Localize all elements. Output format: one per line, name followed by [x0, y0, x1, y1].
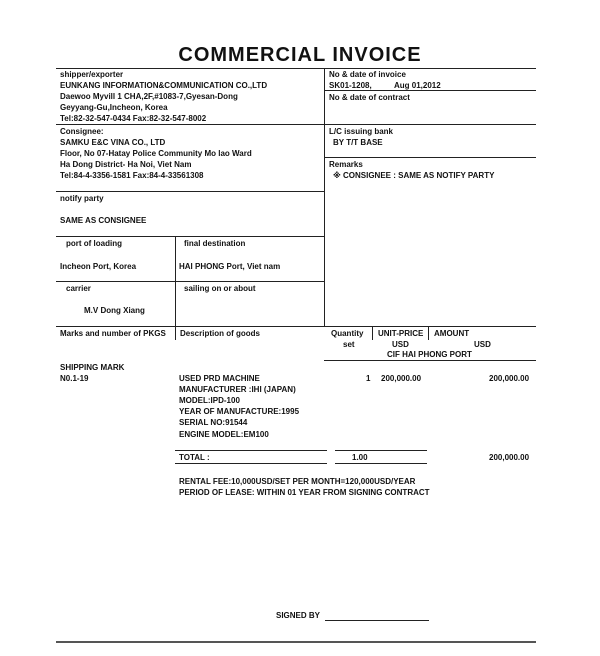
final-dest-value: HAI PHONG Port, Viet nam: [179, 262, 281, 271]
contract-label: No & date of contract: [329, 93, 410, 102]
final-dest-label: final destination: [184, 239, 246, 248]
signed-by-label: SIGNED BY: [276, 611, 321, 620]
lc-label: L/C issuing bank: [329, 127, 394, 136]
description-line: SERIAL NO:91544: [179, 418, 248, 427]
center-divider: [324, 68, 325, 326]
rule-consignee: [56, 191, 324, 192]
consignee-line: Floor, No 07-Hatay Police Community Mo lao Ward: [60, 149, 252, 158]
remarks-label: Remarks: [329, 160, 363, 169]
rule-table-head: [56, 326, 536, 327]
shipper-line: EUNKANG INFORMATION&COMMUNICATION CO.,LTD: [60, 81, 268, 90]
consignee-line: Tel:84-4-3356-1581 Fax:84-4-33561308: [60, 171, 204, 180]
price-divider: [428, 326, 429, 340]
description-line: ENGINE MODEL:EM100: [179, 430, 269, 439]
notify-value: SAME AS CONSIGNEE: [60, 216, 147, 225]
item-quantity: 1: [366, 374, 371, 383]
description-line: USED PRD MACHINE: [179, 374, 260, 383]
top-rule: [56, 68, 536, 69]
invoice-date: Aug 01,2012: [394, 81, 441, 90]
total-quantity: 1.00: [352, 453, 368, 462]
port-loading-label: port of loading: [66, 239, 122, 248]
item-amount: 200,000.00: [489, 374, 530, 383]
consignee-line: Ha Dong District- Ha Noi, Viet Nam: [60, 160, 192, 169]
bottom-rule: [56, 641, 536, 643]
rule-lc: [324, 157, 536, 158]
description-line: YEAR OF MANUFACTURE:1995: [179, 407, 300, 416]
trade-terms: CIF HAI PHONG PORT: [387, 350, 472, 359]
description-line: MODEL:IPD-100: [179, 396, 240, 405]
total-amount: 200,000.00: [489, 453, 530, 462]
quantity-unit: set: [343, 340, 355, 349]
carrier-label: carrier: [66, 284, 91, 293]
shipper-label: shipper/exporter: [60, 70, 124, 79]
rule-total-mid: [335, 450, 427, 451]
marks-header: Marks and number of PKGS: [60, 329, 166, 338]
shipper-line: Geyyang-Gu,Incheon, Korea: [60, 103, 168, 112]
shipper-line: Tel:82-32-547-0434 Fax:82-32-547-8002: [60, 114, 207, 123]
remarks-value: ※ CONSIGNEE : SAME AS NOTIFY PARTY: [333, 171, 495, 180]
description-line: MANUFACTURER :IHI (JAPAN): [179, 385, 296, 394]
invoice-number: SK01-1208,: [329, 81, 372, 90]
shipping-mark-number: N0.1-19: [60, 374, 89, 383]
marks-divider: [175, 326, 176, 340]
port-loading-value: Incheon Port, Korea: [60, 262, 137, 271]
rule-port: [56, 281, 324, 282]
amount-header: AMOUNT: [434, 329, 470, 338]
sailing-label: sailing on or about: [184, 284, 256, 293]
shipper-line: Daewoo Myvill 1 CHA,2F,#1083-7,Gyesan-Dong: [60, 92, 238, 101]
lc-value: BY T/T BASE: [333, 138, 383, 147]
rule-terms: [324, 360, 536, 361]
page-title: COMMERCIAL INVOICE: [178, 44, 422, 66]
unit-price-header: UNIT-PRICE: [378, 329, 424, 338]
rule-shipper: [56, 124, 536, 125]
notify-label: notify party: [60, 194, 104, 203]
description-header: Description of goods: [180, 329, 260, 338]
rule-total-top: [175, 450, 327, 451]
amount-currency: USD: [474, 340, 491, 349]
unit-price-currency: USD: [392, 340, 409, 349]
qty-divider: [372, 326, 373, 340]
rental-fee-note: RENTAL FEE:10,000USD/SET PER MONTH=120,000USD/YEAR: [179, 477, 416, 486]
shipping-mark-label: SHIPPING MARK: [60, 363, 125, 372]
lease-period-note: PERIOD OF LEASE: WITHIN 01 YEAR FROM SIGNING CONTRACT: [179, 488, 430, 497]
rule-total-bottom: [175, 463, 327, 464]
total-label: TOTAL :: [179, 453, 210, 462]
rule-total-bottom-mid: [335, 463, 427, 464]
consignee-line: SAMKU E&C VINA CO., LTD: [60, 138, 166, 147]
consignee-label: Consignee:: [60, 127, 104, 136]
item-unit-price: 200,000.00: [381, 374, 422, 383]
signature-line: [325, 620, 429, 621]
quantity-header: Quantity: [331, 329, 364, 338]
rule-notify: [56, 236, 324, 237]
carrier-value: M.V Dong Xiang: [84, 306, 145, 315]
invoice-label: No & date of invoice: [329, 70, 406, 79]
